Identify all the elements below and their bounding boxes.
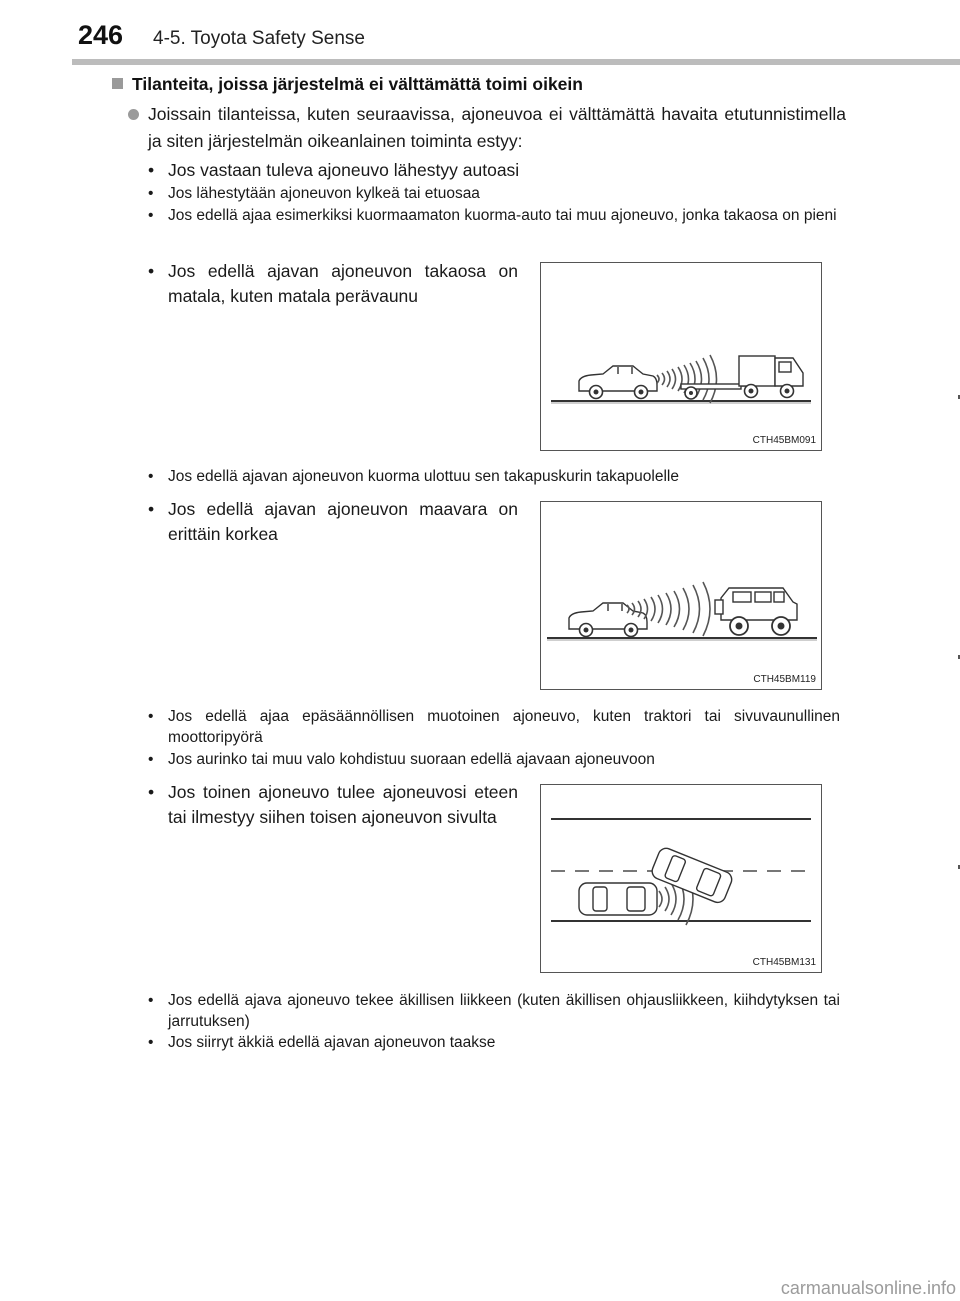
figure-cut-in-vehicle	[540, 784, 822, 973]
list-item-text: Jos edellä ajavan ajoneuvon kuorma ulottuu sen takapuskurin takapuolelle	[168, 468, 679, 485]
figure-code: CTH45BM119	[753, 674, 816, 685]
list-item	[148, 780, 518, 830]
bullet-marker: •	[148, 499, 155, 519]
list-item-text: Jos toinen ajoneuvo tulee ajoneuvosi eteen tai ilmestyy siihen toisen ajoneuvon sivulta	[168, 782, 518, 827]
cut-in-illustration	[541, 785, 821, 972]
bullet-marker: •	[148, 185, 154, 202]
heading-text: Tilanteita, joissa järjestelmä ei välttämättä toimi oikein	[132, 74, 583, 94]
lead-paragraph	[128, 101, 846, 155]
bullet-marker: •	[148, 992, 154, 1009]
circle-bullet-icon	[128, 109, 139, 120]
list-item	[148, 466, 848, 487]
list-item	[148, 259, 518, 309]
figure-code: CTH45BM131	[752, 957, 816, 968]
list-item-text: Jos edellä ajaa esimerkiksi kuormaamaton kuorma-auto tai muu ajoneuvo, jonka takaosa on pieni	[168, 207, 837, 224]
lead-text: Joissain tilanteissa, kuten seuraavissa, ajoneuvoa ei välttämättä havaita etutunnistimella ja siten järjestelmän oikeanlainen toiminta estyy:	[148, 104, 846, 151]
list-item	[148, 990, 840, 1032]
bullet-marker: •	[148, 261, 155, 281]
square-bullet-icon	[112, 78, 123, 89]
list-item-text: Jos edellä ajava ajoneuvo tekee äkillisen liikkeen (kuten äkillisen ohjausliikkeen, kiihdytyksen tai jarrutuksen)	[168, 992, 840, 1030]
list-item-text: Jos edellä ajavan ajoneuvon takaosa on matala, kuten matala perävaunu	[168, 261, 518, 306]
bullet-marker: •	[148, 1034, 154, 1051]
bullet-marker: •	[148, 708, 154, 725]
list-item	[148, 205, 840, 226]
figure-low-trailer	[540, 262, 822, 451]
list-item	[148, 706, 840, 748]
bullet-marker: •	[148, 160, 155, 180]
list-item-text: Jos edellä ajavan ajoneuvon maavara on erittäin korkea	[168, 499, 518, 544]
list-item	[148, 749, 848, 770]
header-rule	[72, 59, 960, 65]
list-item-text: Jos edellä ajaa epäsäännöllisen muotoinen ajoneuvo, kuten traktori tai sivuvaunullinen moottoripyörä	[168, 708, 840, 746]
list-item-text: Jos siirryt äkkiä edellä ajavan ajoneuvon taakse	[168, 1034, 496, 1051]
list-item	[148, 497, 518, 547]
bullet-marker: •	[148, 751, 154, 768]
high-clearance-illustration	[541, 502, 821, 689]
bullet-marker: •	[148, 207, 154, 224]
subsection-heading	[112, 74, 583, 95]
bullet-marker: •	[148, 468, 154, 485]
list-item	[148, 183, 848, 204]
list-item-text: Jos aurinko tai muu valo kohdistuu suoraan edellä ajavaan ajoneuvoon	[168, 751, 655, 768]
low-trailer-illustration	[541, 263, 821, 450]
list-item	[148, 1032, 848, 1053]
page-number: 246	[78, 20, 124, 50]
list-item-text: Jos lähestytään ajoneuvon kylkeä tai etuosaa	[168, 185, 480, 202]
figure-code: CTH45BM091	[752, 435, 816, 446]
list-item-text: Jos vastaan tuleva ajoneuvo lähestyy autoasi	[168, 160, 520, 180]
bullet-marker: •	[148, 782, 155, 802]
watermark-text: carmanualsonline.info	[780, 1278, 956, 1298]
list-item	[148, 158, 848, 183]
section-title: 4-5. Toyota Safety Sense	[153, 28, 365, 49]
figure-high-ground-clearance	[540, 501, 822, 690]
